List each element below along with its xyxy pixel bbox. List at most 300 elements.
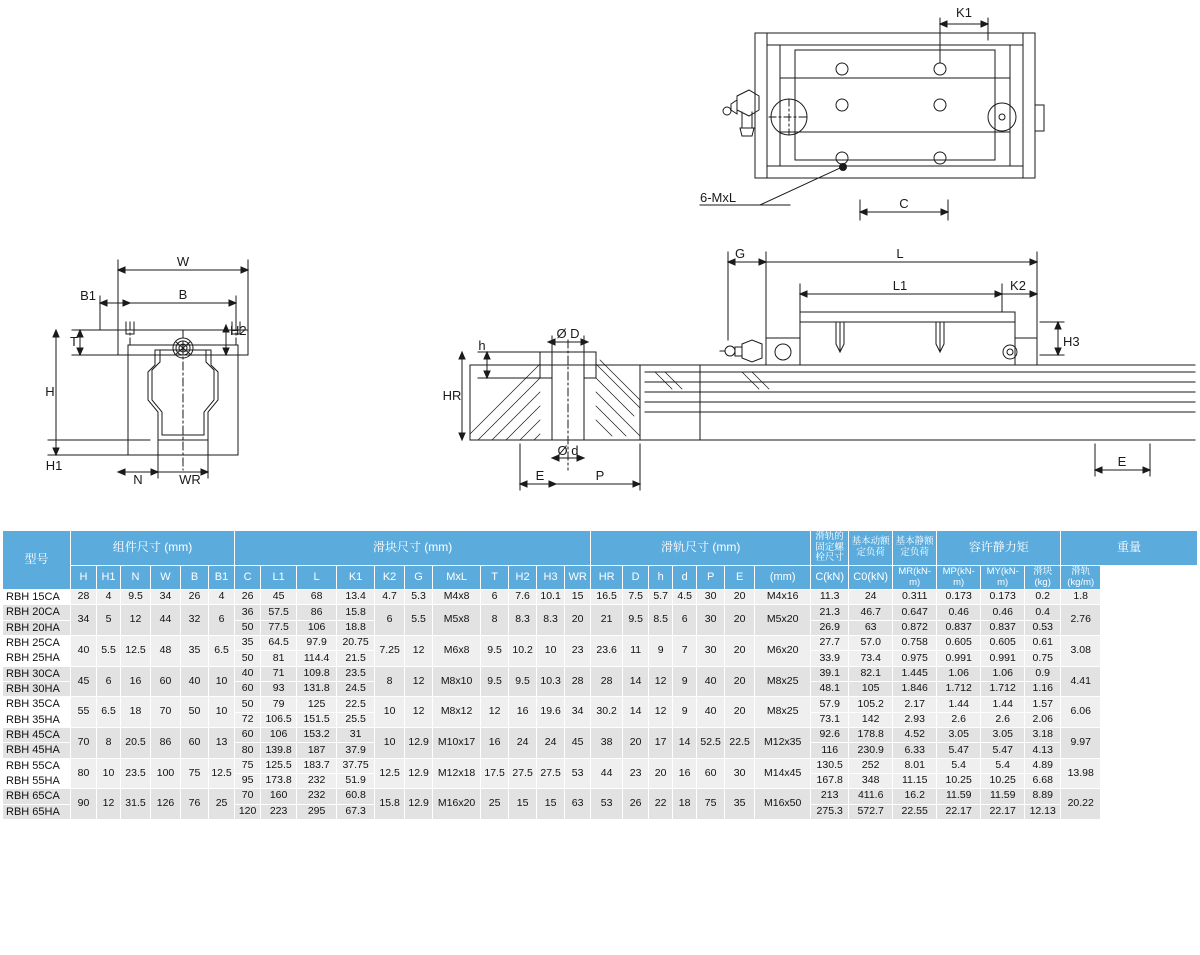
cell-mp: 0.46 (937, 605, 981, 620)
cell-b: 40 (181, 666, 209, 697)
col-h-small: h (649, 565, 673, 589)
cell-my: 0.837 (981, 620, 1025, 635)
cell-mr: 1.445 (893, 666, 937, 681)
cell-w: 44 (151, 605, 181, 636)
cell-h: 34 (71, 605, 97, 636)
label-h1: H1 (45, 458, 63, 473)
cell-mr: 16.2 (893, 789, 937, 804)
cell-c: 35 (235, 636, 261, 651)
cell-l: 295 (297, 804, 337, 819)
cell-h3: 15 (537, 789, 565, 820)
col-h: H (71, 565, 97, 589)
cell-bolt: M16x50 (755, 789, 811, 820)
cell-l: 131.8 (297, 682, 337, 697)
cell-block-weight: 4.13 (1025, 743, 1061, 758)
cell-b1: 25 (209, 789, 235, 820)
cell-dynamic-load: 167.8 (811, 773, 849, 788)
cell-static-load: 63 (849, 620, 893, 635)
cell-k1: 51.9 (337, 773, 375, 788)
col-mr: MR(kN-m) (893, 565, 937, 589)
cell-mp: 0.837 (937, 620, 981, 635)
cell-mxl: M4x8 (433, 590, 481, 605)
label-k2: K2 (1010, 278, 1026, 293)
cell-l1: 77.5 (261, 620, 297, 635)
cell-model: RBH 30HA (3, 682, 71, 697)
cell-d: 9 (673, 666, 697, 697)
cell-h2: 10.2 (509, 636, 537, 667)
cell-k1: 23.5 (337, 666, 375, 681)
cell-model: RBH 25CA (3, 636, 71, 651)
cell-mr: 0.758 (893, 636, 937, 651)
label-wr: WR (179, 472, 201, 487)
cell-k1: 25.5 (337, 712, 375, 727)
cell-model: RBH 25HA (3, 651, 71, 666)
cell-rail-weight: 1.8 (1061, 590, 1101, 605)
cell-d: 9.5 (623, 605, 649, 636)
cell-h3: 19.6 (537, 697, 565, 728)
label-6mxl: 6-MxL (700, 190, 737, 205)
cell-l: 125 (297, 697, 337, 712)
cell-dynamic-load: 21.3 (811, 605, 849, 620)
cell-mp: 0.173 (937, 590, 981, 605)
cell-h1: 6 (97, 666, 121, 697)
cell-mr: 2.17 (893, 697, 937, 712)
header-group-static: 基本静额定负荷 (893, 531, 937, 566)
cell-mxl: M10x17 (433, 727, 481, 758)
cell-mr: 0.975 (893, 651, 937, 666)
cell-g: 12 (405, 697, 433, 728)
cell-h1: 5 (97, 605, 121, 636)
cell-w: 48 (151, 636, 181, 667)
cell-mr: 11.15 (893, 773, 937, 788)
cell-static-load: 348 (849, 773, 893, 788)
cell-hr: 38 (591, 727, 623, 758)
cell-h2: 24 (509, 727, 537, 758)
cell-d: 7 (673, 636, 697, 667)
cell-bolt: M8x25 (755, 666, 811, 697)
cell-mr: 0.872 (893, 620, 937, 635)
table-row (3, 590, 1198, 605)
cell-p: 52.5 (697, 727, 725, 758)
cell-block-weight: 8.89 (1025, 789, 1061, 804)
label-h3: H3 (1063, 334, 1080, 349)
cell-h: 40 (71, 636, 97, 667)
col-c: C (235, 565, 261, 589)
cell-mr: 1.846 (893, 682, 937, 697)
table-header-groups (3, 531, 1198, 566)
cell-hr: 28 (591, 666, 623, 697)
col-e: E (725, 565, 755, 589)
cell-l: 86 (297, 605, 337, 620)
cell-mp: 1.06 (937, 666, 981, 681)
cell-k1: 13.4 (337, 590, 375, 605)
cell-my: 0.605 (981, 636, 1025, 651)
cell-n: 18 (121, 697, 151, 728)
cell-static-load: 411.6 (849, 789, 893, 804)
cell-p: 75 (697, 789, 725, 820)
cell-rail-weight: 20.22 (1061, 789, 1101, 820)
cell-mp: 1.712 (937, 682, 981, 697)
label-e-right: E (1117, 454, 1127, 469)
cell-static-load: 105 (849, 682, 893, 697)
cell-g: 12.9 (405, 758, 433, 789)
cell-c: 50 (235, 620, 261, 635)
label-h: H (45, 384, 55, 399)
specification-table (0, 530, 1200, 820)
cell-wr: 28 (565, 666, 591, 697)
cell-mxl: M8x12 (433, 697, 481, 728)
col-c-kn: C(kN) (811, 565, 849, 589)
cell-mr: 0.647 (893, 605, 937, 620)
cell-c: 36 (235, 605, 261, 620)
cell-my: 1.712 (981, 682, 1025, 697)
cell-mp: 3.05 (937, 727, 981, 742)
cell-h2: 27.5 (509, 758, 537, 789)
cell-k1: 22.5 (337, 697, 375, 712)
cell-hr: 23.6 (591, 636, 623, 667)
label-k1: K1 (956, 5, 972, 20)
cell-t: 9.5 (481, 636, 509, 667)
cell-t: 8 (481, 605, 509, 636)
col-l1: L1 (261, 565, 297, 589)
cell-model: RBH 65HA (3, 804, 71, 819)
cell-block-weight: 0.4 (1025, 605, 1061, 620)
cell-mr: 8.01 (893, 758, 937, 773)
table-header-cols (3, 565, 1198, 589)
cell-mp: 1.44 (937, 697, 981, 712)
cell-h: 90 (71, 789, 97, 820)
cell-bolt: M12x35 (755, 727, 811, 758)
col-bolt-mm: (mm) (755, 565, 811, 589)
cell-block-weight: 1.16 (1025, 682, 1061, 697)
cell-rail-weight: 6.06 (1061, 697, 1101, 728)
cell-h: 12 (649, 666, 673, 697)
cell-model: RBH 20CA (3, 605, 71, 620)
cell-h3: 24 (537, 727, 565, 758)
cell-c: 60 (235, 682, 261, 697)
cell-b1: 12.5 (209, 758, 235, 789)
cell-rail-weight: 2.76 (1061, 605, 1101, 636)
cell-hr: 16.5 (591, 590, 623, 605)
cell-block-weight: 0.75 (1025, 651, 1061, 666)
cell-rail-weight: 3.08 (1061, 636, 1101, 667)
cell-h1: 5.5 (97, 636, 121, 667)
label-c-top: C (899, 196, 909, 211)
cell-w: 70 (151, 697, 181, 728)
col-b: B (181, 565, 209, 589)
cell-my: 1.44 (981, 697, 1025, 712)
cell-h3: 10.1 (537, 590, 565, 605)
cell-l1: 93 (261, 682, 297, 697)
cell-dynamic-load: 130.5 (811, 758, 849, 773)
top-view (700, 5, 1044, 220)
cell-h2: 16 (509, 697, 537, 728)
cell-h: 45 (71, 666, 97, 697)
cell-static-load: 178.8 (849, 727, 893, 742)
cell-l: 114.4 (297, 651, 337, 666)
cell-c: 72 (235, 712, 261, 727)
cell-mr: 6.33 (893, 743, 937, 758)
table-row (3, 636, 1198, 651)
cell-w: 60 (151, 666, 181, 697)
cell-block-weight: 12.13 (1025, 804, 1061, 819)
cell-h1: 10 (97, 758, 121, 789)
label-n: N (133, 472, 143, 487)
cell-mxl: M8x10 (433, 666, 481, 697)
cell-mp: 22.17 (937, 804, 981, 819)
cell-my: 0.173 (981, 590, 1025, 605)
cell-rail-weight: 9.97 (1061, 727, 1101, 758)
cell-model: RBH 20HA (3, 620, 71, 635)
cell-wr: 63 (565, 789, 591, 820)
col-d: D (623, 565, 649, 589)
cell-l: 153.2 (297, 727, 337, 742)
cell-h: 9 (649, 636, 673, 667)
cell-h2: 15 (509, 789, 537, 820)
cell-h: 80 (71, 758, 97, 789)
cell-model: RBH 15CA (3, 590, 71, 605)
cell-c: 60 (235, 727, 261, 742)
cell-b: 32 (181, 605, 209, 636)
cell-wr: 15 (565, 590, 591, 605)
cell-k2: 15.8 (375, 789, 405, 820)
cell-model: RBH 45CA (3, 727, 71, 742)
cell-l1: 106.5 (261, 712, 297, 727)
label-p: P (595, 468, 605, 483)
cell-l1: 160 (261, 789, 297, 804)
cell-my: 10.25 (981, 773, 1025, 788)
cell-k1: 31 (337, 727, 375, 742)
cell-n: 12.5 (121, 636, 151, 667)
cell-block-weight: 0.9 (1025, 666, 1061, 681)
cell-c: 95 (235, 773, 261, 788)
cell-d: 4.5 (673, 590, 697, 605)
cell-mxl: M12x18 (433, 758, 481, 789)
cell-bolt: M6x20 (755, 636, 811, 667)
cell-d: 7.5 (623, 590, 649, 605)
cell-model: RBH 30CA (3, 666, 71, 681)
col-mp: MP(kN-m) (937, 565, 981, 589)
col-w: W (151, 565, 181, 589)
cell-l1: 125.5 (261, 758, 297, 773)
cell-p: 30 (697, 636, 725, 667)
cell-my: 5.4 (981, 758, 1025, 773)
cell-dynamic-load: 33.9 (811, 651, 849, 666)
cell-e: 30 (725, 758, 755, 789)
header-model: 型号 (3, 531, 71, 590)
col-k1: K1 (337, 565, 375, 589)
spec-table (2, 530, 1198, 820)
cell-g: 5.3 (405, 590, 433, 605)
cell-h: 17 (649, 727, 673, 758)
cell-h2: 8.3 (509, 605, 537, 636)
cell-model: RBH 65CA (3, 789, 71, 804)
label-b: B (178, 287, 188, 302)
cell-h1: 8 (97, 727, 121, 758)
cell-c: 75 (235, 758, 261, 773)
header-group-block: 滑块尺寸 (mm) (235, 531, 591, 566)
cell-t: 6 (481, 590, 509, 605)
cell-my: 3.05 (981, 727, 1025, 742)
label-diameter-d-lower: Ø d (557, 443, 579, 458)
label-w: W (176, 254, 190, 269)
cell-l: 109.8 (297, 666, 337, 681)
cell-l: 232 (297, 773, 337, 788)
header-group-assembly: 组件尺寸 (mm) (71, 531, 235, 566)
cell-d: 20 (623, 727, 649, 758)
cell-k2: 7.25 (375, 636, 405, 667)
cell-k1: 15.8 (337, 605, 375, 620)
cell-b1: 10 (209, 666, 235, 697)
cell-n: 23.5 (121, 758, 151, 789)
cell-static-load: 82.1 (849, 666, 893, 681)
cell-b1: 6 (209, 605, 235, 636)
cell-mr: 2.93 (893, 712, 937, 727)
cell-l: 97.9 (297, 636, 337, 651)
cell-g: 12 (405, 636, 433, 667)
header-group-dynamic: 基本动额定负荷 (849, 531, 893, 566)
cell-d: 14 (623, 697, 649, 728)
cell-d: 16 (673, 758, 697, 789)
cell-n: 12 (121, 605, 151, 636)
cell-dynamic-load: 27.7 (811, 636, 849, 651)
col-n: N (121, 565, 151, 589)
cell-rail-weight: 4.41 (1061, 666, 1101, 697)
cell-mp: 2.6 (937, 712, 981, 727)
cell-k1: 37.9 (337, 743, 375, 758)
col-p: P (697, 565, 725, 589)
cell-my: 5.47 (981, 743, 1025, 758)
cell-l: 187 (297, 743, 337, 758)
label-hr: HR (442, 388, 462, 403)
cell-b: 60 (181, 727, 209, 758)
rail-section-view (443, 326, 1195, 490)
cell-e: 20 (725, 590, 755, 605)
cell-c: 70 (235, 789, 261, 804)
cell-k1: 60.8 (337, 789, 375, 804)
label-g: G (734, 246, 746, 261)
cell-e: 20 (725, 697, 755, 728)
cell-hr: 21 (591, 605, 623, 636)
cell-e: 20 (725, 605, 755, 636)
cell-block-weight: 0.2 (1025, 590, 1061, 605)
cell-c: 80 (235, 743, 261, 758)
col-h3: H3 (537, 565, 565, 589)
cell-h: 20 (649, 758, 673, 789)
cell-g: 12.9 (405, 727, 433, 758)
cell-p: 60 (697, 758, 725, 789)
cell-l1: 223 (261, 804, 297, 819)
cell-l: 106 (297, 620, 337, 635)
col-t: T (481, 565, 509, 589)
cell-mr: 0.311 (893, 590, 937, 605)
col-g: G (405, 565, 433, 589)
cell-model: RBH 45HA (3, 743, 71, 758)
cell-l1: 45 (261, 590, 297, 605)
cell-d: 23 (623, 758, 649, 789)
cell-mp: 0.605 (937, 636, 981, 651)
cell-wr: 20 (565, 605, 591, 636)
table-row (3, 727, 1198, 742)
cell-my: 11.59 (981, 789, 1025, 804)
cell-static-load: 57.0 (849, 636, 893, 651)
cell-l1: 71 (261, 666, 297, 681)
cell-l1: 57.5 (261, 605, 297, 620)
cell-n: 16 (121, 666, 151, 697)
cell-block-weight: 4.89 (1025, 758, 1061, 773)
cell-b: 50 (181, 697, 209, 728)
cell-h: 5.7 (649, 590, 673, 605)
header-group-rail: 滑轨尺寸 (mm) (591, 531, 811, 566)
cell-d: 18 (673, 789, 697, 820)
cell-b1: 6.5 (209, 636, 235, 667)
col-h2: H2 (509, 565, 537, 589)
cell-hr: 53 (591, 789, 623, 820)
cell-k2: 4.7 (375, 590, 405, 605)
cell-l: 68 (297, 590, 337, 605)
cell-block-weight: 0.61 (1025, 636, 1061, 651)
cell-static-load: 73.4 (849, 651, 893, 666)
cell-bolt: M4x16 (755, 590, 811, 605)
cell-t: 12 (481, 697, 509, 728)
cell-static-load: 230.9 (849, 743, 893, 758)
cell-h: 70 (71, 727, 97, 758)
cell-dynamic-load: 92.6 (811, 727, 849, 742)
cell-static-load: 105.2 (849, 697, 893, 712)
header-group-bolt: 滑轨的固定螺栓尺寸 (811, 531, 849, 566)
cell-l1: 173.8 (261, 773, 297, 788)
cell-g: 5.5 (405, 605, 433, 636)
cell-l: 151.5 (297, 712, 337, 727)
cell-h3: 8.3 (537, 605, 565, 636)
cell-mxl: M6x8 (433, 636, 481, 667)
cell-mp: 5.4 (937, 758, 981, 773)
cell-static-load: 572.7 (849, 804, 893, 819)
cell-wr: 45 (565, 727, 591, 758)
cell-d: 11 (623, 636, 649, 667)
cell-b: 76 (181, 789, 209, 820)
cell-b: 26 (181, 590, 209, 605)
label-t: T (70, 334, 78, 349)
cell-my: 1.06 (981, 666, 1025, 681)
cell-k1: 21.5 (337, 651, 375, 666)
cell-mp: 5.47 (937, 743, 981, 758)
cell-my: 2.6 (981, 712, 1025, 727)
cell-mp: 0.991 (937, 651, 981, 666)
cell-h3: 27.5 (537, 758, 565, 789)
cell-mp: 11.59 (937, 789, 981, 804)
cell-l1: 64.5 (261, 636, 297, 651)
col-wr: WR (565, 565, 591, 589)
cell-dynamic-load: 116 (811, 743, 849, 758)
cell-dynamic-load: 11.3 (811, 590, 849, 605)
label-l1: L1 (892, 278, 908, 293)
cell-dynamic-load: 39.1 (811, 666, 849, 681)
cell-d: 6 (673, 605, 697, 636)
cell-b1: 13 (209, 727, 235, 758)
cell-static-load: 142 (849, 712, 893, 727)
label-h-lower: h (478, 338, 486, 353)
cell-model: RBH 55HA (3, 773, 71, 788)
cell-my: 0.46 (981, 605, 1025, 620)
cell-k1: 18.8 (337, 620, 375, 635)
cell-l1: 139.8 (261, 743, 297, 758)
cell-k1: 37.75 (337, 758, 375, 773)
cell-h: 12 (649, 697, 673, 728)
cell-c: 50 (235, 697, 261, 712)
label-h2: H2 (230, 323, 247, 338)
cell-mxl: M5x8 (433, 605, 481, 636)
